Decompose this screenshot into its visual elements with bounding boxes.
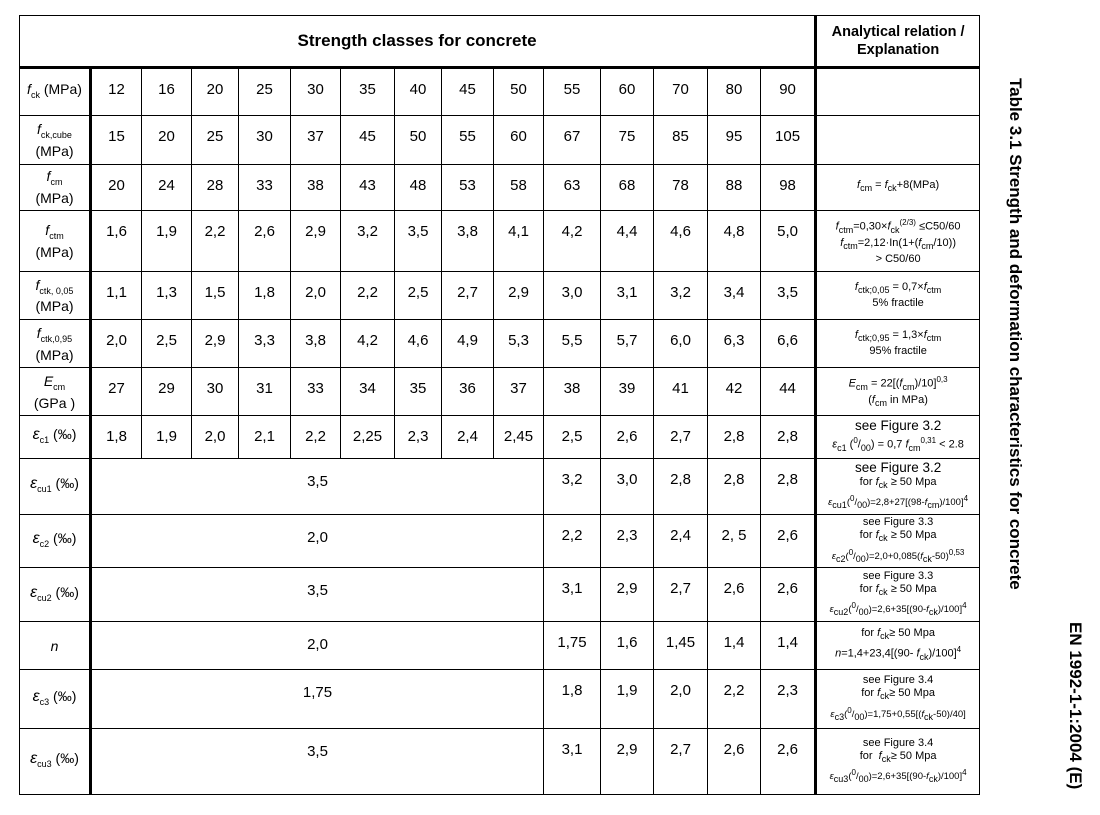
cell: 3,2 (654, 271, 708, 319)
cell: 2,5 (544, 416, 601, 458)
cell: 2, 5 (708, 514, 761, 567)
cell: 25 (192, 116, 239, 164)
cell: 2,6 (761, 514, 816, 567)
cell: 2,9 (291, 210, 341, 271)
cell: 2,7 (654, 728, 708, 794)
relation-n: for $f_{ck}\ge 50$ Mpa n=1,4+23,4[(90- $f_{ck})/100]^4$ (816, 622, 980, 670)
cell: 2,6 (239, 210, 291, 271)
cell: 3,8 (291, 320, 341, 368)
row-ecu3 (20, 728, 980, 794)
strength-table (19, 15, 980, 795)
relation-fctk095: $f_{ctk;0,95} = 1,3\times f_{ctm}$ 95% fractile (816, 320, 980, 368)
label-ecu1: $\varepsilon_{cu1}$ (‰) (20, 458, 91, 514)
cell: 38 (544, 368, 601, 416)
cell: 3,1 (601, 271, 654, 319)
relation-ecu3: see Figure 3.4 for $f_{ck}\ge 50$ Mpa $\varepsilon_{cu3}(^0/_{00})=2,6+35[(90-f_{ck})/100]^4$ (816, 728, 980, 794)
cell: 4,4 (601, 210, 654, 271)
cell: 1,4 (761, 622, 816, 670)
cell: 45 (442, 68, 494, 116)
row-fckcube (20, 116, 980, 164)
cell: 55 (442, 116, 494, 164)
label-ec3: $\varepsilon_{c3}$ (‰) (20, 670, 91, 728)
relation-fckcube (816, 116, 980, 164)
cell: 1,9 (601, 670, 654, 728)
cell: 4,6 (654, 210, 708, 271)
label-ecm: $E_{cm}$ (GPa ) (20, 368, 91, 416)
cell: 40 (395, 68, 442, 116)
cell: 2,9 (494, 271, 544, 319)
cell: 4,8 (708, 210, 761, 271)
cell: 2,8 (761, 416, 816, 458)
label-fcm: $f_{cm}$ (MPa) (20, 164, 91, 210)
cell: 95 (708, 116, 761, 164)
cell: 2,9 (601, 568, 654, 622)
cell: 2,5 (395, 271, 442, 319)
label-ec2: $\varepsilon_{c2}$ (‰) (20, 514, 91, 567)
row-ecu1 (20, 458, 980, 514)
merged-cell: 1,75 (91, 670, 544, 728)
cell: 1,3 (142, 271, 192, 319)
document-reference-text: EN 1992-1-1:2004 (E) (1066, 622, 1085, 790)
cell: 30 (239, 116, 291, 164)
row-fctk095 (20, 320, 980, 368)
cell: 45 (341, 116, 395, 164)
relation-ecu1: see Figure 3.2 for $f_{ck} \ge 50$ Mpa $\varepsilon_{cu1}(^0/_{00})=2,8+27[(98-f_{cm})/100]^4$ (816, 458, 980, 514)
merged-cell: 3,5 (91, 458, 544, 514)
row-n (20, 622, 980, 670)
relation-ecm: $E_{cm} = 22[(f_{cm})/10]^{0,3}$ ($f_{cm}$ in MPa) (816, 368, 980, 416)
row-fck (20, 68, 980, 116)
cell: 24 (142, 164, 192, 210)
cell: 15 (91, 116, 142, 164)
cell: 38 (291, 164, 341, 210)
cell: 3,0 (601, 458, 654, 514)
relation-fck (816, 68, 980, 116)
cell: 50 (494, 68, 544, 116)
cell: 41 (654, 368, 708, 416)
cell: 60 (494, 116, 544, 164)
cell: 90 (761, 68, 816, 116)
merged-cell: 2,0 (91, 514, 544, 567)
document-reference (1060, 622, 1090, 812)
cell: 75 (601, 116, 654, 164)
cell: 39 (601, 368, 654, 416)
explanation-header: Analytical relation / Explanation (816, 16, 980, 68)
cell: 5,7 (601, 320, 654, 368)
cell: 2,2 (544, 514, 601, 567)
cell: 3,2 (544, 458, 601, 514)
cell: 2,9 (601, 728, 654, 794)
cell: 30 (291, 68, 341, 116)
cell: 29 (142, 368, 192, 416)
cell: 2,8 (708, 416, 761, 458)
cell: 3,5 (395, 210, 442, 271)
cell: 27 (91, 368, 142, 416)
cell: 1,45 (654, 622, 708, 670)
cell: 2,3 (601, 514, 654, 567)
cell: 2,4 (654, 514, 708, 567)
relation-ec3: see Figure 3.4 for $f_{ck}\ge 50$ Mpa $\varepsilon_{c3}(^0/_{00})=1,75+0,55[(f_{ck}-50)/40]$ (816, 670, 980, 728)
row-fcm (20, 164, 980, 210)
cell: 2,6 (708, 568, 761, 622)
relation-fctk005: $f_{ctk;0,05} = 0,7\times f_{ctm}$ 5% fractile (816, 271, 980, 319)
cell: 2,0 (654, 670, 708, 728)
cell: 1,8 (91, 416, 142, 458)
cell: 42 (708, 368, 761, 416)
cell: 2,25 (341, 416, 395, 458)
cell: 2,9 (192, 320, 239, 368)
relation-ec1: see Figure 3.2 $\varepsilon_{c1}$ $(^0/_{00}) = 0,7$ $f_{cm}^{0,31} < 2.8$ (816, 416, 980, 458)
cell: 2,4 (442, 416, 494, 458)
cell: 43 (341, 164, 395, 210)
table-caption (1000, 78, 1030, 658)
table-caption-text: Table 3.1 Strength and deformation characteristics for concrete (1006, 78, 1025, 590)
label-fctk095: $f_{ctk,0,95}$ (MPa) (20, 320, 91, 368)
row-fctk005 (20, 271, 980, 319)
cell: 58 (494, 164, 544, 210)
cell: 88 (708, 164, 761, 210)
merged-cell: 3,5 (91, 728, 544, 794)
cell: 2,1 (239, 416, 291, 458)
cell: 3,8 (442, 210, 494, 271)
relation-ec2: see Figure 3.3 for $f_{ck} \ge 50$ Mpa $\varepsilon_{c2}(^0/_{00})=2,0+0,085(f_{ck}-50)^{0,53}$ (816, 514, 980, 567)
label-ecu3: $\varepsilon_{cu3}$ (‰) (20, 728, 91, 794)
cell: 6,6 (761, 320, 816, 368)
cell: 4,6 (395, 320, 442, 368)
cell: 2,5 (142, 320, 192, 368)
cell: 5,5 (544, 320, 601, 368)
cell: 78 (654, 164, 708, 210)
cell: 35 (341, 68, 395, 116)
cell: 105 (761, 116, 816, 164)
label-fctm: $f_{ctm}$ (MPa) (20, 210, 91, 271)
cell: 2,6 (761, 568, 816, 622)
cell: 60 (601, 68, 654, 116)
cell: 35 (395, 368, 442, 416)
merged-cell: 2,0 (91, 622, 544, 670)
cell: 2,0 (91, 320, 142, 368)
cell: 6,3 (708, 320, 761, 368)
table-title: Strength classes for concrete (20, 16, 816, 68)
cell: 2,45 (494, 416, 544, 458)
cell: 2,7 (654, 568, 708, 622)
cell: 3,4 (708, 271, 761, 319)
cell: 2,7 (654, 416, 708, 458)
cell: 1,6 (91, 210, 142, 271)
cell: 2,2 (708, 670, 761, 728)
cell: 1,9 (142, 416, 192, 458)
cell: 34 (341, 368, 395, 416)
cell: 2,8 (654, 458, 708, 514)
cell: 2,8 (761, 458, 816, 514)
row-ecu2 (20, 568, 980, 622)
cell: 4,1 (494, 210, 544, 271)
cell: 16 (142, 68, 192, 116)
cell: 2,7 (442, 271, 494, 319)
cell: 4,9 (442, 320, 494, 368)
cell: 2,3 (761, 670, 816, 728)
cell: 20 (192, 68, 239, 116)
cell: 5,0 (761, 210, 816, 271)
cell: 2,6 (708, 728, 761, 794)
cell: 1,9 (142, 210, 192, 271)
cell: 1,8 (239, 271, 291, 319)
concrete-strength-table (19, 15, 979, 795)
cell: 20 (91, 164, 142, 210)
cell: 2,6 (601, 416, 654, 458)
cell: 20 (142, 116, 192, 164)
cell: 1,6 (601, 622, 654, 670)
label-fck: $f_{ck}$ (MPa) (20, 68, 91, 116)
cell: 3,1 (544, 568, 601, 622)
relation-fctm: $f_{ctm}=0,30\times f_{ck}^{(2/3)} \le C50/60$ $f_{ctm}=2,12\cdot In(1+(f_{cm}/10))$ > C50/60 (816, 210, 980, 271)
cell: 98 (761, 164, 816, 210)
cell: 3,3 (239, 320, 291, 368)
cell: 2,0 (192, 416, 239, 458)
cell: 3,0 (544, 271, 601, 319)
cell: 31 (239, 368, 291, 416)
label-fctk005: $f_{ctk, 0,05}$ (MPa) (20, 271, 91, 319)
cell: 3,2 (341, 210, 395, 271)
cell: 2,8 (708, 458, 761, 514)
cell: 80 (708, 68, 761, 116)
cell: 85 (654, 116, 708, 164)
cell: 33 (291, 368, 341, 416)
cell: 50 (395, 116, 442, 164)
row-ec3 (20, 670, 980, 728)
cell: 3,1 (544, 728, 601, 794)
label-n: n (20, 622, 91, 670)
row-ec1 (20, 416, 980, 458)
label-ec1: $\varepsilon_{c1}$ (‰) (20, 416, 91, 458)
label-fckcube: $f_{ck,cube}$ (MPa) (20, 116, 91, 164)
row-ec2 (20, 514, 980, 567)
cell: 33 (239, 164, 291, 210)
cell: 1,75 (544, 622, 601, 670)
cell: 37 (291, 116, 341, 164)
cell: 2,6 (761, 728, 816, 794)
row-fctm (20, 210, 980, 271)
cell: 25 (239, 68, 291, 116)
relation-fcm: $f_{cm} = f_{ck}+8(MPa)$ (816, 164, 980, 210)
cell: 1,8 (544, 670, 601, 728)
cell: 2,2 (192, 210, 239, 271)
cell: 5,3 (494, 320, 544, 368)
cell: 44 (761, 368, 816, 416)
cell: 55 (544, 68, 601, 116)
cell: 1,1 (91, 271, 142, 319)
cell: 68 (601, 164, 654, 210)
relation-ecu2: see Figure 3.3 for $f_{ck} \ge 50$ Mpa $\varepsilon_{cu2}(^0/_{00})=2,6+35[(90-f_{ck})/100]^4$ (816, 568, 980, 622)
merged-cell: 3,5 (91, 568, 544, 622)
cell: 3,5 (761, 271, 816, 319)
cell: 28 (192, 164, 239, 210)
cell: 4,2 (341, 320, 395, 368)
cell: 1,5 (192, 271, 239, 319)
cell: 2,0 (291, 271, 341, 319)
cell: 63 (544, 164, 601, 210)
cell: 37 (494, 368, 544, 416)
row-ecm (20, 368, 980, 416)
cell: 2,3 (395, 416, 442, 458)
label-ecu2: $\varepsilon_{cu2}$ (‰) (20, 568, 91, 622)
cell: 1,4 (708, 622, 761, 670)
header-row (20, 16, 980, 68)
cell: 70 (654, 68, 708, 116)
cell: 30 (192, 368, 239, 416)
cell: 53 (442, 164, 494, 210)
cell: 6,0 (654, 320, 708, 368)
cell: 4,2 (544, 210, 601, 271)
cell: 36 (442, 368, 494, 416)
cell: 48 (395, 164, 442, 210)
cell: 2,2 (341, 271, 395, 319)
cell: 67 (544, 116, 601, 164)
cell: 2,2 (291, 416, 341, 458)
cell: 12 (91, 68, 142, 116)
